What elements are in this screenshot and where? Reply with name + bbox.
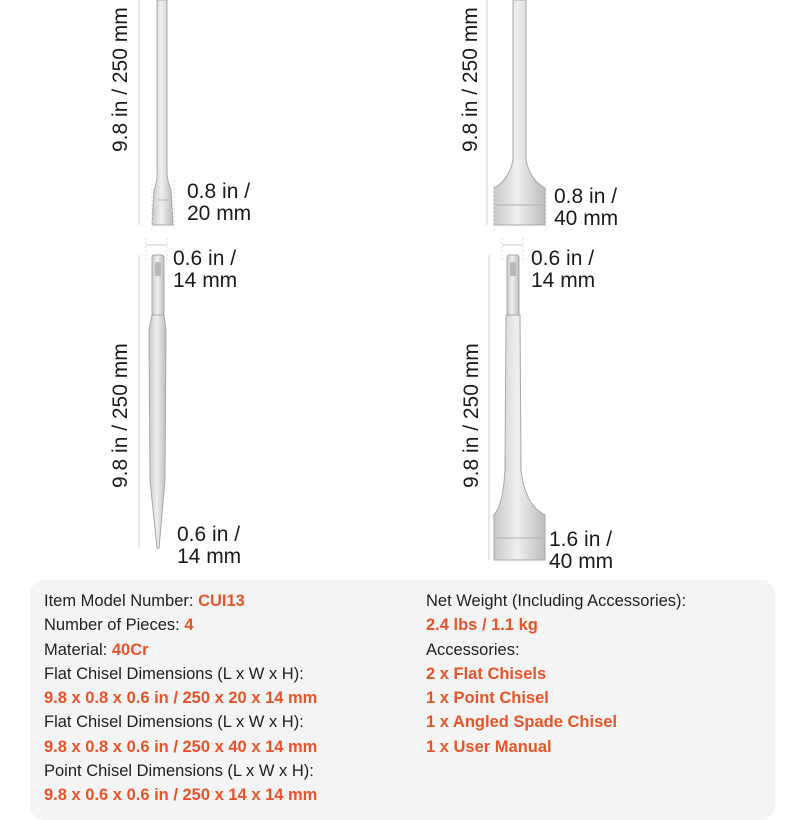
tip-label-line1: 0.8 in / — [187, 180, 251, 203]
tip-width-label — [554, 186, 618, 230]
pieces-row: Number of Pieces: 4 — [44, 616, 194, 635]
specifications-panel — [30, 580, 775, 820]
point-chisel-dimensions-label: Point Chisel Dimensions (L x W x H): — [44, 762, 314, 781]
tip-label-line1: 0.8 in / — [554, 185, 618, 208]
length-label: 9.8 in / 250 mm — [460, 343, 483, 488]
length-label: 9.8 in / 250 mm — [459, 7, 482, 152]
length-label: 9.8 in / 250 mm — [109, 343, 132, 488]
point-chisel-dimensions-value: 9.8 x 0.6 x 0.6 in / 250 x 14 x 14 mm — [44, 786, 318, 805]
accessory-item: 1 x Angled Spade Chisel — [426, 713, 618, 732]
flat-chisel-dimensions-label: Flat Chisel Dimensions (L x W x H): — [44, 713, 304, 732]
material-row: Material: 40Cr — [44, 640, 149, 659]
tip-label-line2: 14 mm — [177, 545, 242, 568]
tip-width-label — [177, 524, 241, 568]
tip-label-line1: 1.6 in / — [549, 528, 613, 551]
pieces-value: 4 — [184, 616, 194, 635]
specs-left-column — [44, 589, 317, 808]
accessory-item: 1 x User Manual — [426, 737, 552, 756]
tip-width-label — [187, 181, 251, 225]
point-chisel-image — [139, 238, 167, 548]
shank-label-line2: 14 mm — [531, 269, 596, 292]
flat-chisel-dimensions-value: 9.8 x 0.8 x 0.6 in / 250 x 20 x 14 mm — [44, 689, 318, 708]
accessory-item: 2 x Flat Chisels — [426, 664, 547, 683]
tip-width-label — [549, 529, 613, 573]
tip-label-line2: 40 mm — [554, 207, 619, 230]
accessories-label: Accessories: — [426, 640, 520, 659]
specs-right-column — [426, 589, 686, 759]
flat-chisel-dimensions-label: Flat Chisel Dimensions (L x W x H): — [44, 664, 304, 683]
tip-label-line2: 20 mm — [187, 202, 252, 225]
material-value: 40Cr — [111, 640, 149, 659]
accessory-item: 1 x Point Chisel — [426, 689, 549, 708]
shank-width-label — [173, 248, 237, 292]
length-label: 9.8 in / 250 mm — [109, 7, 132, 152]
shank-label-line1: 0.6 in / — [173, 247, 237, 270]
tip-label-line2: 40 mm — [549, 550, 614, 573]
net-weight-label: Net Weight (Including Accessories): — [426, 592, 687, 610]
model-number-row: Item Model Number: CUI13 — [44, 592, 245, 610]
shank-label-line2: 14 mm — [173, 269, 238, 292]
shank-label-line1: 0.6 in / — [531, 247, 595, 270]
net-weight-value: 2.4 lbs / 1.1 kg — [426, 616, 538, 635]
flat-chisel-dimensions-value: 9.8 x 0.8 x 0.6 in / 250 x 40 x 14 mm — [44, 737, 318, 756]
shank-width-label — [531, 248, 595, 292]
model-number-value: CUI13 — [198, 592, 245, 610]
flat-chisel-wide-image — [487, 0, 546, 232]
flat-chisel-narrow-image — [139, 0, 174, 232]
tip-label-line1: 0.6 in / — [177, 523, 241, 546]
